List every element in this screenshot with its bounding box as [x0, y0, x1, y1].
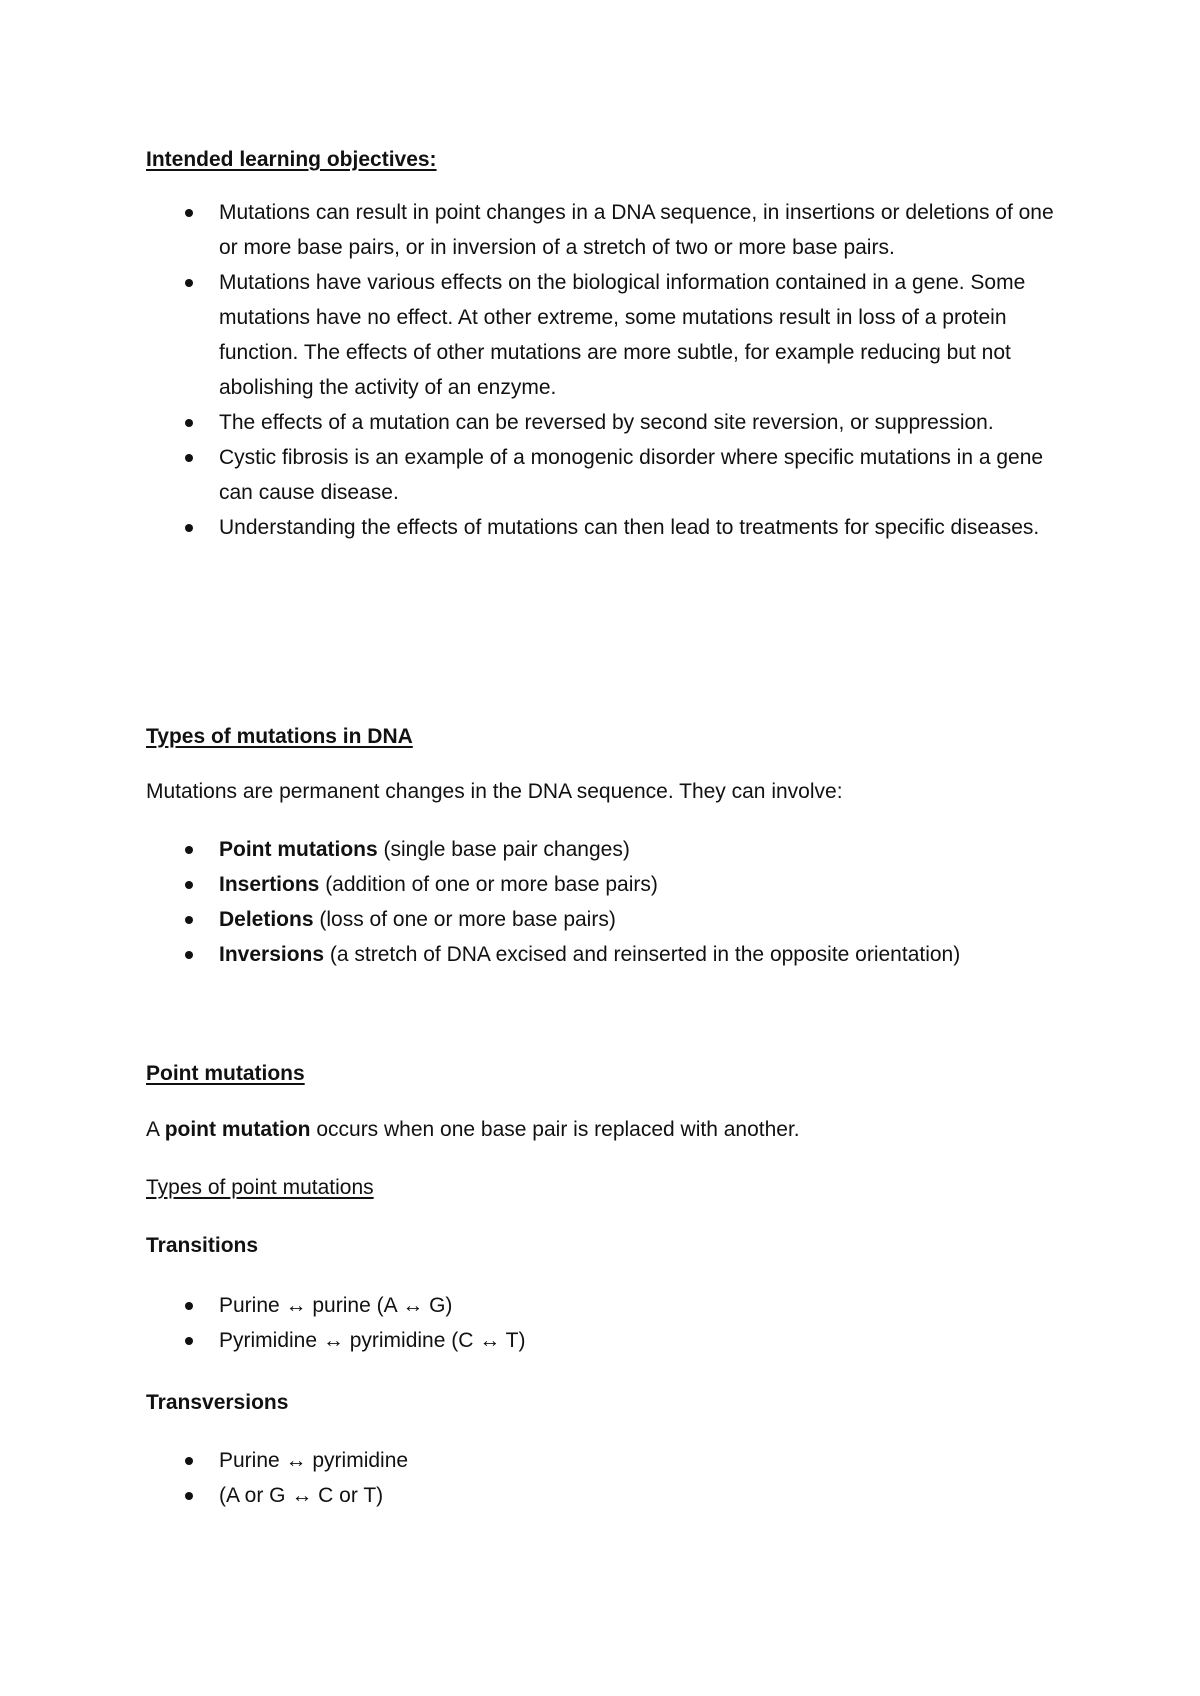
list-item-text: (A or G ↔ C or T)	[219, 1484, 384, 1507]
point-subheading	[146, 1170, 1076, 1205]
bullet-icon	[185, 524, 193, 532]
bullet-icon	[185, 419, 193, 427]
point-definition-term: point mutation	[164, 1118, 311, 1141]
list-item-text: Mutations can result in point changes in a DNA sequence, in insertions or deletions of one or more base pairs, or in inversion of a stretch of two or more base pairs.	[219, 201, 1054, 259]
list-item	[146, 902, 1076, 937]
list-item	[146, 440, 1076, 510]
transversions-label-text: Transversions	[146, 1391, 289, 1414]
list-item-text: Cystic fibrosis is an example of a monogenic disorder where specific mutations in a gene can cause disease.	[219, 446, 1044, 504]
list-item	[146, 937, 1076, 972]
list-item	[146, 1323, 1076, 1358]
bullet-icon	[185, 209, 193, 217]
bullet-icon	[185, 1337, 193, 1345]
transversions-list-container	[146, 1443, 1076, 1513]
list-item	[146, 1478, 1076, 1513]
types-heading	[146, 719, 1076, 754]
transversions-list	[146, 1443, 1076, 1513]
list-item	[146, 832, 1076, 867]
objectives-heading	[146, 142, 1076, 177]
bullet-icon	[185, 951, 193, 959]
list-item-desc: (single base pair changes)	[377, 838, 630, 861]
bullet-icon	[185, 916, 193, 924]
list-item	[146, 867, 1076, 902]
transversions-label	[146, 1385, 1076, 1420]
list-item-desc: (addition of one or more base pairs)	[319, 873, 658, 896]
types-list-container	[146, 832, 1076, 972]
list-item-term: Point mutations	[219, 838, 378, 861]
list-item-text: Pyrimidine ↔ pyrimidine (C ↔ T)	[219, 1329, 526, 1352]
bullet-icon	[185, 279, 193, 287]
bullet-icon	[185, 881, 193, 889]
point-definition-prefix: A	[146, 1118, 165, 1141]
point-subheading-text: Types of point mutations	[146, 1176, 374, 1199]
list-item	[146, 1288, 1076, 1323]
bullet-icon	[185, 454, 193, 462]
types-list	[146, 832, 1076, 972]
point-definition-suffix: occurs when one base pair is replaced with another.	[310, 1118, 800, 1141]
transitions-label	[146, 1228, 1076, 1263]
point-heading	[146, 1056, 1076, 1091]
list-item-desc: (loss of one or more base pairs)	[313, 908, 616, 931]
list-item-text: Purine ↔ purine (A ↔ G)	[219, 1294, 453, 1317]
point-definition	[146, 1112, 1076, 1147]
list-item	[146, 195, 1076, 265]
list-item	[146, 1443, 1076, 1478]
types-intro	[146, 774, 1076, 809]
bullet-icon	[185, 1302, 193, 1310]
objectives-heading-text: Intended learning objectives:	[146, 148, 437, 171]
list-item-term: Insertions	[219, 873, 320, 896]
transitions-list	[146, 1288, 1076, 1358]
list-item-term: Inversions	[219, 943, 325, 966]
list-item-text: The effects of a mutation can be reversed by second site reversion, or suppression.	[219, 411, 994, 434]
bullet-icon	[185, 1457, 193, 1465]
bullet-icon	[185, 1492, 193, 1500]
point-heading-text: Point mutations	[146, 1062, 305, 1085]
transitions-label-text: Transitions	[146, 1234, 259, 1257]
types-heading-text: Types of mutations in DNA	[146, 725, 413, 748]
types-intro-text: Mutations are permanent changes in the DNA sequence. They can involve:	[146, 780, 843, 803]
list-item-text: Understanding the effects of mutations can then lead to treatments for specific diseases.	[219, 516, 1040, 539]
bullet-icon	[185, 846, 193, 854]
list-item	[146, 510, 1076, 545]
objectives-list	[146, 195, 1076, 545]
list-item-desc: (a stretch of DNA excised and reinserted in the opposite orientation)	[324, 943, 961, 966]
list-item	[146, 405, 1076, 440]
list-item-text: Purine ↔ pyrimidine	[219, 1449, 409, 1472]
transitions-list-container	[146, 1288, 1076, 1358]
list-item-text: Mutations have various effects on the biological information contained in a gene. Some mutations have no effect. At other extreme, some mutations result in loss of a protein function. The effects of other mutations are more subtle, for example reducing but not abolishing the activity of an enzyme.	[219, 271, 1026, 399]
objectives-list-container	[146, 195, 1076, 545]
list-item-term: Deletions	[219, 908, 314, 931]
list-item	[146, 265, 1076, 405]
